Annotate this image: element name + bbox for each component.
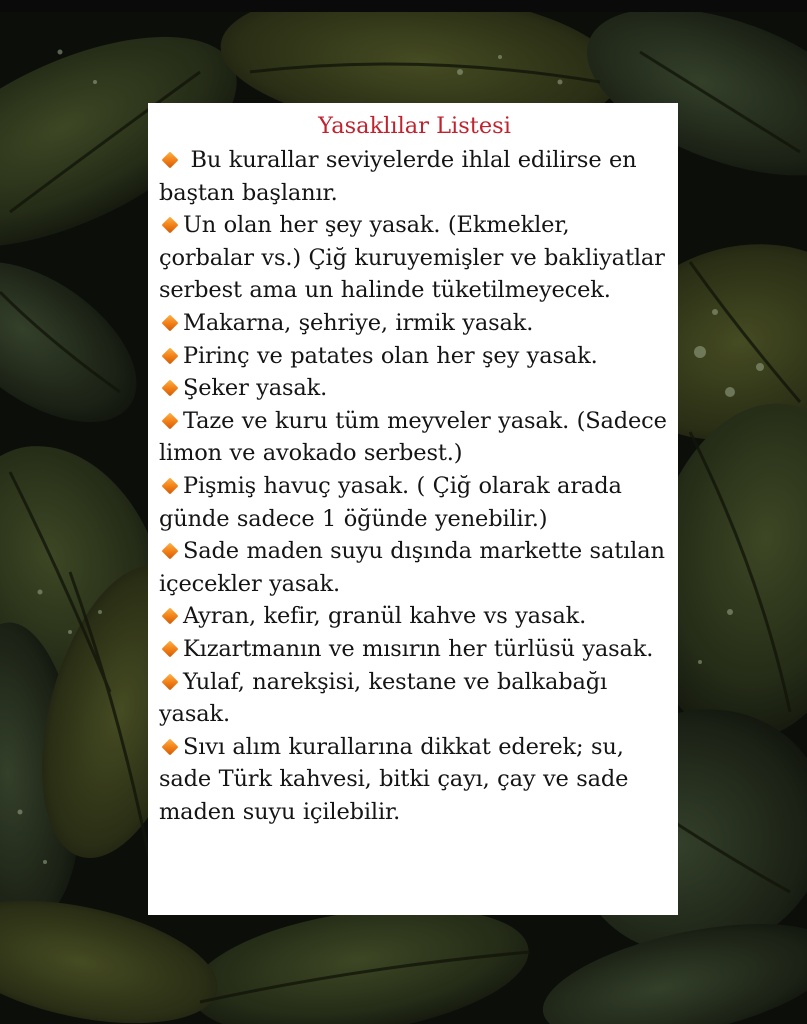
orange-diamond-icon (162, 738, 179, 755)
list-item (159, 340, 670, 373)
orange-diamond-icon (162, 380, 179, 397)
rule-text: Pirinç ve patates olan her şey yasak. (183, 342, 598, 369)
list-item (159, 633, 670, 666)
list-item (159, 307, 670, 340)
rules-list (159, 144, 670, 828)
orange-diamond-icon (162, 314, 179, 331)
orange-diamond-icon (162, 347, 179, 364)
rule-text: Şeker yasak. (183, 375, 328, 402)
rule-text: Un olan her şey yasak. (Ekmekler, çorbalar vs.) Çiğ kuruyemişler ve bakliyatlar serbest ama un halinde tüketilmeyecek. (159, 212, 665, 304)
list-item (159, 405, 670, 470)
orange-diamond-icon (162, 477, 179, 494)
list-item (159, 209, 670, 307)
list-item (159, 666, 670, 731)
rule-text: Sade maden suyu dışında markette satılan içecekler yasak. (159, 538, 665, 597)
list-item (159, 144, 670, 209)
orange-diamond-icon (162, 640, 179, 657)
card-title: Yasaklılar Listesi (318, 113, 511, 139)
orange-diamond-icon (162, 152, 179, 169)
orange-diamond-icon (162, 673, 179, 690)
list-item (159, 535, 670, 600)
rule-text: Pişmiş havuç yasak. ( Çiğ olarak arada günde sadece 1 öğünde yenebilir.) (159, 472, 622, 532)
rule-text: Sıvı alım kurallarına dikkat ederek; su, sade Türk kahvesi, bitki çayı, çay ve sade maden suyu içilebilir. (159, 733, 629, 825)
list-item (159, 731, 670, 829)
rule-text: Kızartmanın ve mısırın her türlüsü yasak. (183, 635, 654, 662)
orange-diamond-icon (162, 412, 179, 429)
rules-card (148, 103, 678, 915)
rule-text: Yulaf, narekşisi, kestane ve balkabağı yasak. (159, 668, 608, 728)
list-item (159, 600, 670, 633)
top-bar (0, 0, 807, 12)
rule-text: Taze ve kuru tüm meyveler yasak. (Sadece limon ve avokado serbest.) (159, 407, 667, 467)
list-item (159, 470, 670, 535)
orange-diamond-icon (162, 217, 179, 234)
list-item (159, 372, 670, 405)
orange-diamond-icon (162, 543, 179, 560)
rule-text: Bu kurallar seviyelerde ihlal edilirse en baştan başlanır. (159, 147, 637, 206)
rule-text: Ayran, kefir, granül kahve vs yasak. (183, 603, 587, 630)
orange-diamond-icon (162, 608, 179, 625)
rule-text: Makarna, şehriye, irmik yasak. (183, 309, 534, 336)
